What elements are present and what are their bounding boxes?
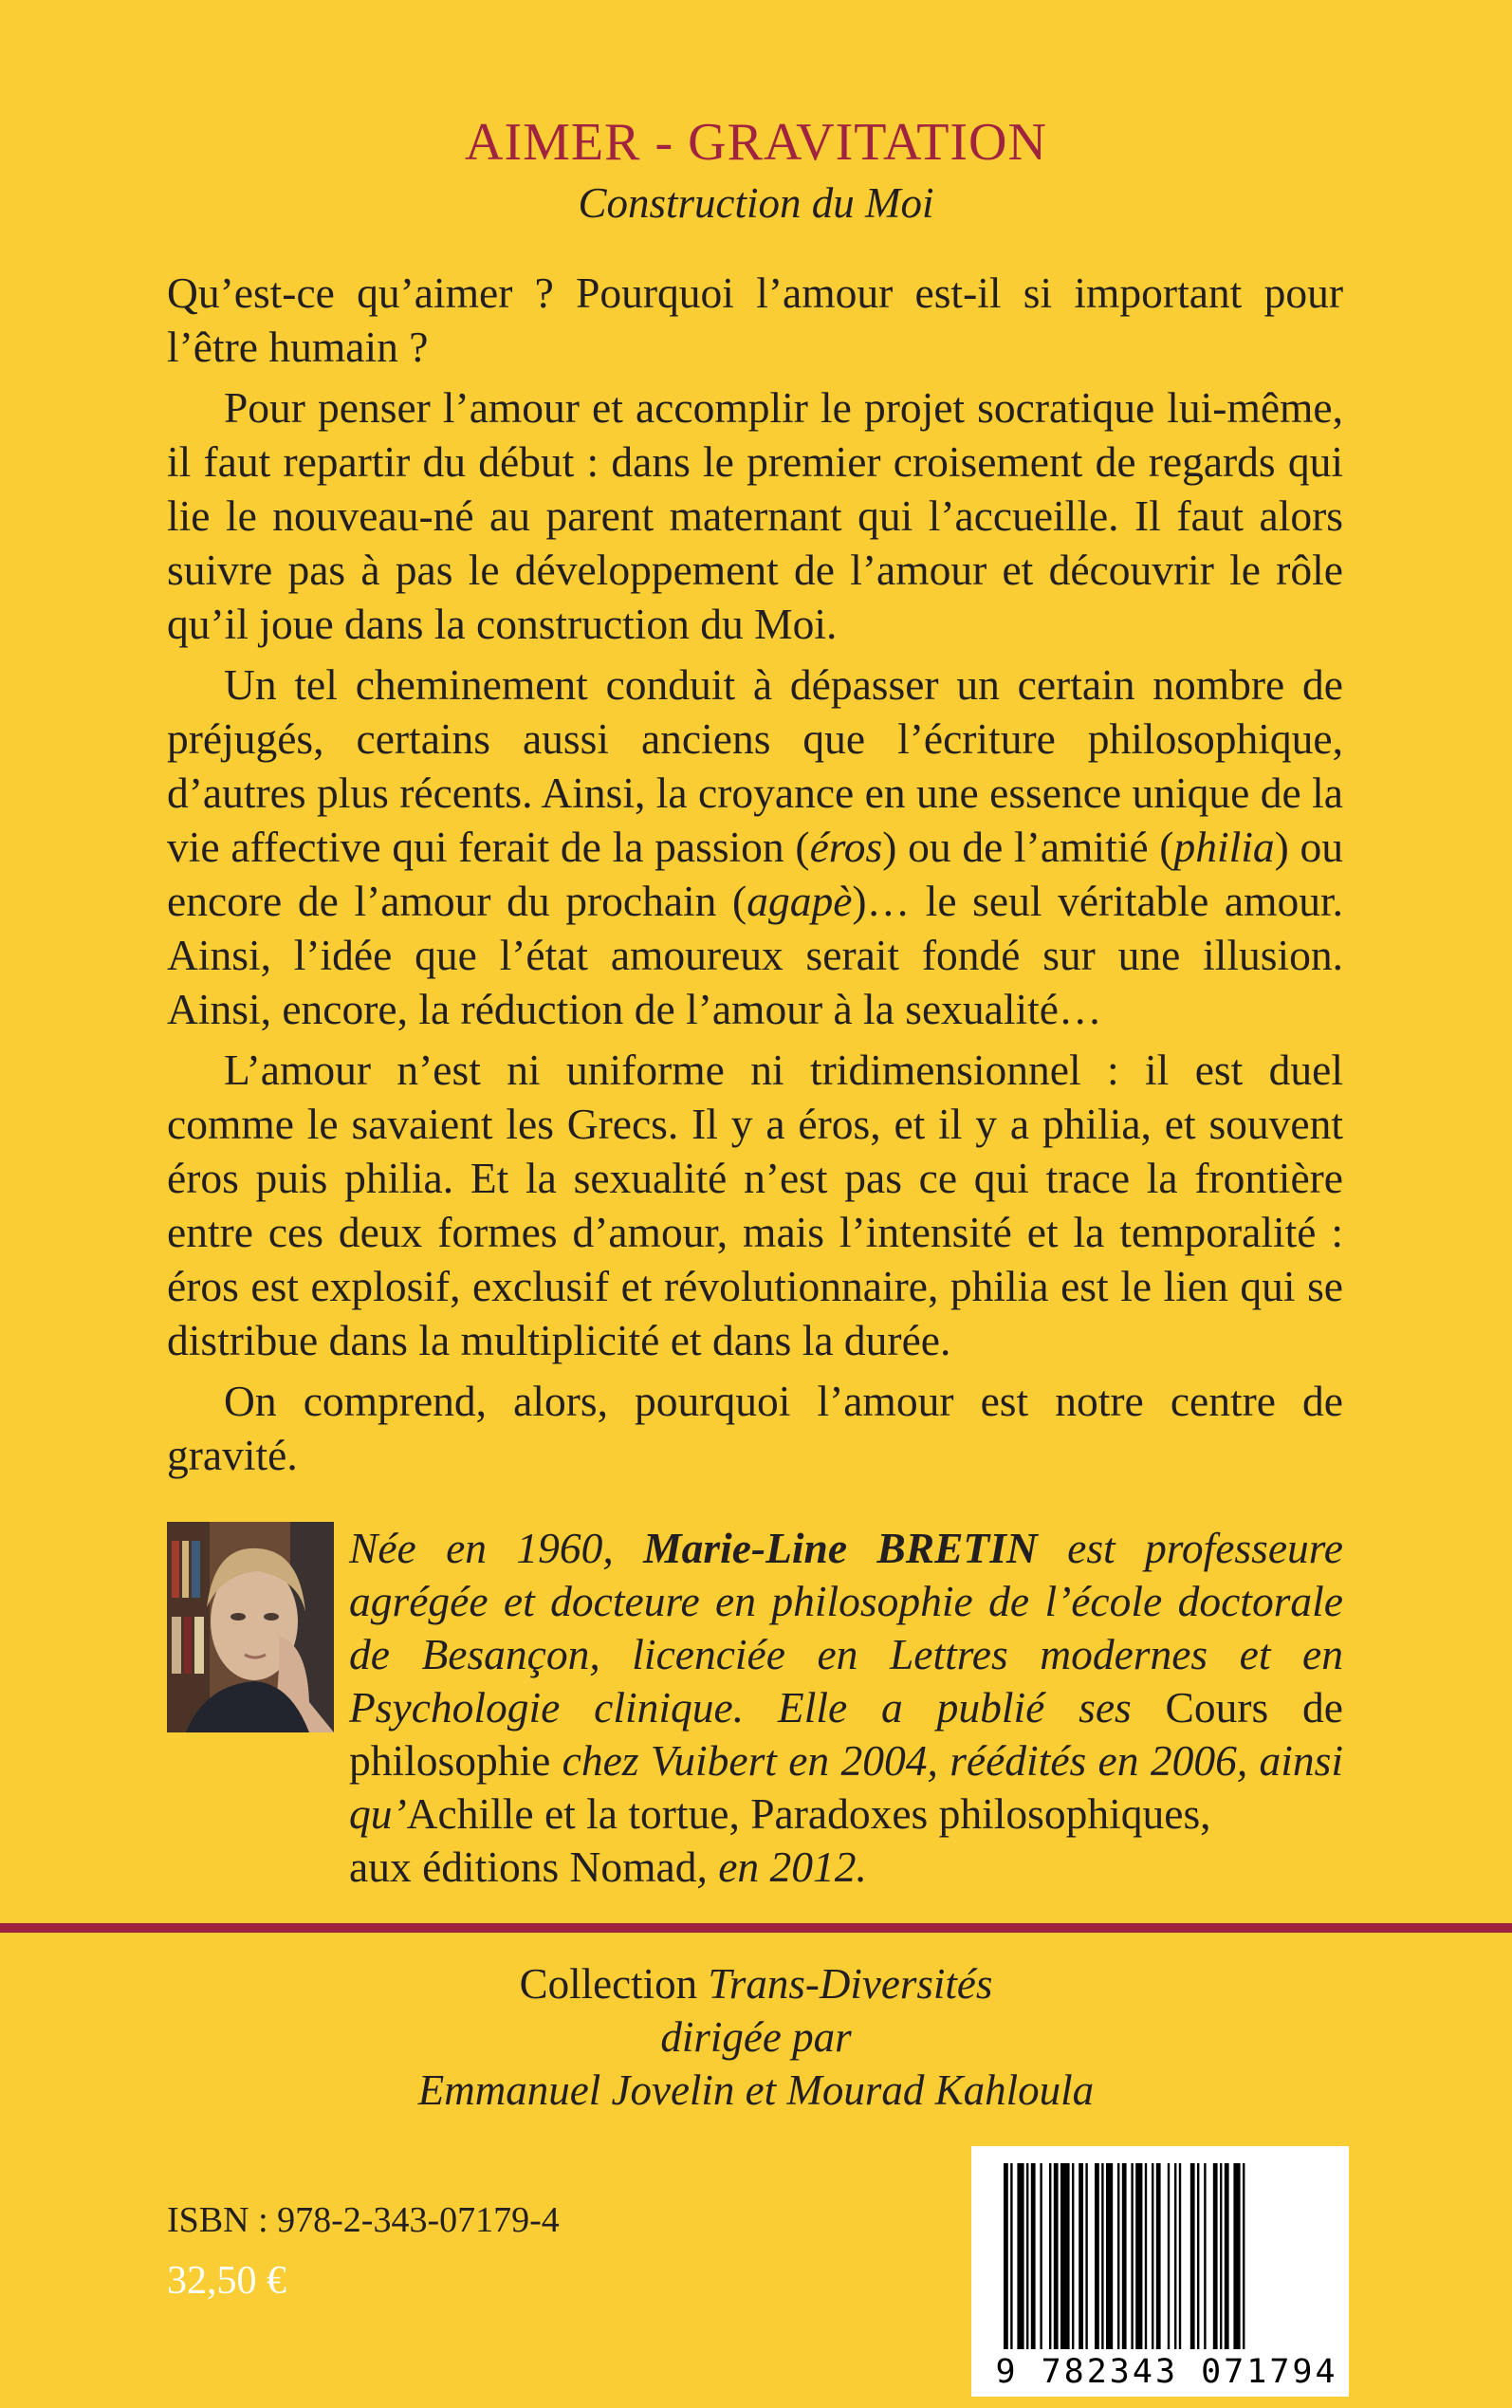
barcode-bar: [1031, 2163, 1036, 2349]
barcode-bar: [1049, 2163, 1051, 2349]
back-cover-text: [167, 266, 1343, 1489]
paragraph-2: Pour penser l’amour et accomplir le projet socratique lui-même, il faut repartir du début : dans le premier croisement de regards qui lie le nouveau-né au parent maternant qui l’accueille. Il faut alors suivre pas à pas le développement de l’amour et découvrir le rôle qu’il joue dans la construction du Moi.: [167, 383, 1343, 648]
bio-text-3: chez Vuibert en 2004, réédités en 2006, ainsi qu’: [349, 1736, 1343, 1838]
collection-line: [0, 1957, 1512, 2010]
paragraph-5: On comprend, alors, pourquoi l’amour est notre centre de gravité.: [167, 1377, 1343, 1479]
barcode-bar: [1040, 2163, 1042, 2349]
barcode-bar: [1122, 2163, 1127, 2349]
bio-text-4: , en 2012.: [696, 1843, 867, 1891]
paragraph-3-text-a: Un tel cheminement conduit à dépasser un certain nombre de préjugés, certains aussi anciens que l’écriture philosophique, d’autres plus récents. Ainsi, la croyance en une essence unique de la vie affective qui ferait de la passion (: [167, 660, 1343, 871]
directed-by: dirigée par: [660, 2013, 852, 2061]
barcode-bar: [1004, 2163, 1008, 2349]
barcode-bar: [1174, 2163, 1176, 2349]
book-title-1: Cours de philosophie: [349, 1683, 1343, 1785]
barcode-bar: [1026, 2163, 1028, 2349]
barcode-bar: [1054, 2163, 1059, 2349]
barcode-bar: [1101, 2163, 1103, 2349]
barcode-bar: [1156, 2163, 1161, 2349]
barcode-bar: [1152, 2163, 1153, 2349]
collection-name: Trans-Diversités: [708, 1960, 993, 2008]
term-agape: agapè: [747, 877, 853, 925]
collection-editors: Emmanuel Jovelin et Mourad Kahloula: [417, 2066, 1095, 2114]
barcode-bar: [1213, 2163, 1218, 2349]
divider-line: [0, 1923, 1512, 1933]
barcode-bar: [1106, 2163, 1113, 2349]
barcode-bar: [1079, 2163, 1083, 2349]
paragraph-3-text-c: ) ou encore de l’amour du prochain (: [167, 823, 1344, 925]
barcode-bar: [1017, 2163, 1023, 2349]
bio-text-1: Née en 1960,: [349, 1524, 644, 1572]
barcode-bar: [1233, 2163, 1240, 2349]
barcode-bar: [1135, 2163, 1142, 2349]
paragraph-1: Qu’est-ce qu’aimer ? Pourquoi l’amour est-il si important pour l’être humain ?: [167, 269, 1343, 371]
isbn: ISBN : 978-2-343-07179-4: [167, 2200, 560, 2240]
barcode-bar: [1168, 2163, 1170, 2349]
collection-label: Collection: [519, 1960, 698, 2008]
barcode-digits: 9 782343 071794: [995, 2353, 1338, 2391]
barcode-bar: [1190, 2163, 1195, 2349]
book-title-2: Achille et la tortue, Paradoxes philosophiques,: [406, 1789, 1211, 1838]
barcode-bar: [1085, 2163, 1087, 2349]
publisher: aux éditions Nomad: [349, 1843, 697, 1891]
bio-last-line: [349, 1841, 1343, 1894]
bio-text-2: est professeure agrégée et docteure en philosophie de l’école doctorale de Besançon, licenciée en Lettres modernes et en Psychologie clinique. Elle a publié ses: [349, 1524, 1343, 1732]
barcode-bar: [1010, 2163, 1012, 2349]
barcode-bar: [1197, 2163, 1199, 2349]
barcode-bar: [1145, 2163, 1147, 2349]
barcode-bar: [1131, 2163, 1133, 2349]
paragraph-3: [167, 658, 1343, 1036]
price: 32,50 €: [167, 2259, 286, 2303]
term-eros: éros: [809, 823, 883, 871]
author-photo: [167, 1522, 334, 1732]
barcode-bar: [1243, 2163, 1245, 2349]
book-title: AIMER - GRAVITATION: [465, 113, 1047, 172]
barcode-bar: [1095, 2163, 1099, 2349]
author-name: Marie-Line BRETIN: [643, 1524, 1038, 1572]
barcode-bar: [1204, 2163, 1206, 2349]
barcode-bar: [1179, 2163, 1181, 2349]
barcode-bar: [1072, 2163, 1074, 2349]
author-bio: [349, 1522, 1343, 1894]
paragraph-4: L’amour n’est ni uniforme ni tridimensionnel : il est duel comme le savaient les Grecs. Il y a éros, et il y a philia, et souvent éros puis philia. Et la sexualité n’est pas ce qui trace la frontière entre ces deux formes d’amour, mais l’intensité et la temporalité : éros est explosif, exclusif et révolutionnaire, philia est le lien qui se distribue dans la multiplicité et dans la durée.: [167, 1046, 1343, 1364]
barcode-bar: [1225, 2163, 1229, 2349]
paragraph-3-text-d: )… le seul véritable amour. Ainsi, l’idée que l’état amoureux serait fondé sur une illusion. Ainsi, encore, la réduction de l’amour à la sexualité…: [167, 877, 1343, 1033]
book-subtitle: Construction du Moi: [578, 179, 934, 227]
barcode-bar: [1220, 2163, 1222, 2349]
collection-info: [0, 1957, 1512, 2117]
barcode-bar: [1117, 2163, 1119, 2349]
barcode-bar: [1060, 2163, 1070, 2349]
paragraph-3-text-b: ) ou de l’amitié (: [882, 823, 1174, 871]
term-philia: philia: [1173, 823, 1275, 871]
